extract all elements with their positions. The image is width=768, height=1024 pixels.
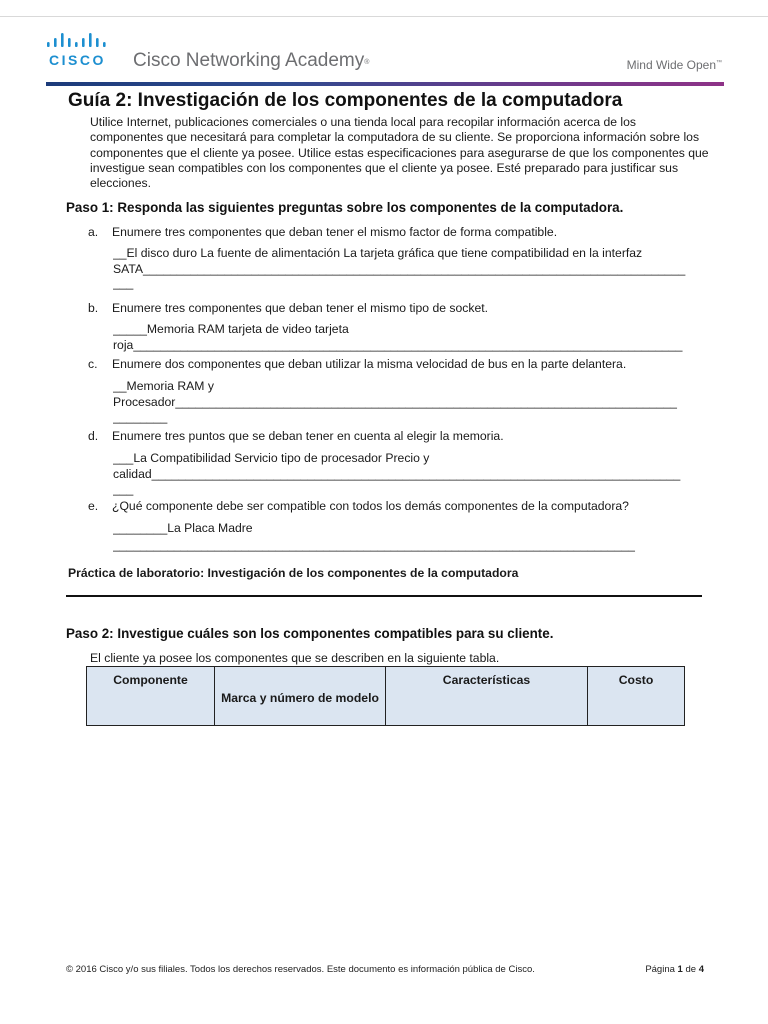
question-c: [88, 357, 708, 372]
answer-d-line-3: ___: [113, 482, 134, 496]
cisco-wordmark: CISCO: [49, 52, 106, 68]
tagline: [627, 56, 722, 72]
table-header-row: [87, 667, 685, 726]
step2-heading: Paso 2: Investigue cuáles son los componentes compatibles para su cliente.: [66, 626, 554, 641]
copyright-footer: © 2016 Cisco y/o sus filiales. Todos los derechos reservados. Este documento es información pública de Cisco.: [66, 964, 535, 975]
question-a: [88, 225, 708, 240]
header-marca-modelo: Marca y número de modelo: [215, 667, 386, 726]
question-letter: c.: [88, 357, 98, 371]
lab-title: Práctica de laboratorio: Investigación de los componentes de la computadora: [68, 566, 519, 580]
answer-e-line-1: ________La Placa Madre: [113, 521, 253, 535]
section-rule: [66, 595, 702, 597]
answer-a-line-3: ___: [113, 276, 134, 290]
page-sep: de: [685, 964, 697, 975]
question-letter: a.: [88, 225, 99, 239]
top-divider: [0, 16, 768, 17]
cisco-bars-icon: [46, 32, 116, 50]
page-total: 4: [698, 964, 704, 975]
page-number: [645, 964, 704, 976]
question-letter: e.: [88, 499, 99, 513]
answer-e-line-2: _____________________________________________________________________________: [113, 538, 635, 552]
question-text: Enumere tres componentes que deban tener el mismo factor de forma compatible.: [112, 225, 558, 239]
trademark-mark: ™: [716, 60, 722, 66]
question-text: ¿Qué componente debe ser compatible con todos los demás componentes de la computadora?: [112, 499, 629, 513]
components-table: [86, 666, 685, 726]
question-text: Enumere dos componentes que deban utilizar la misma velocidad de bus en la parte delantera.: [112, 357, 627, 371]
page-title: Guía 2: Investigación de los componentes de la computadora: [68, 90, 623, 111]
answer-c-line-2: Procesador__________________________________________________________________________: [113, 395, 677, 409]
table-intro: El cliente ya posee los componentes que se describen en la siguiente tabla.: [90, 651, 500, 665]
answer-a-line-2: SATA________________________________________________________________________________: [113, 262, 686, 276]
header-componente: Componente: [87, 667, 215, 726]
page-current: 1: [677, 964, 683, 975]
brand-name: [133, 50, 369, 72]
answer-c-line-3: ________: [113, 410, 168, 424]
answer-d-line-2: calidad______________________________________________________________________________: [113, 467, 681, 481]
question-letter: d.: [88, 429, 99, 443]
question-text: Enumere tres puntos que se deban tener en cuenta al elegir la memoria.: [112, 429, 504, 443]
tagline-text: Mind Wide Open: [626, 58, 716, 72]
intro-paragraph: Utilice Internet, publicaciones comerciales o una tienda local para recopilar información acerca de los componentes que necesitará para completar la computadora de su cliente. Se proporciona información sobre los componentes que el cliente ya posee. Utilice estas especificaciones para asegurarse de que los componentes que investigue sean compatibles con los componentes que el cliente ya posee. Esté preparado para justificar sus elecciones.: [90, 115, 709, 191]
question-text: Enumere tres componentes que deban tener el mismo tipo de socket.: [112, 301, 488, 315]
answer-c-line-1: __Memoria RAM y: [113, 379, 214, 393]
page-label: Página: [645, 964, 675, 975]
step1-heading: Paso 1: Responda las siguientes preguntas sobre los componentes de la computadora.: [66, 200, 624, 215]
question-e: [88, 499, 708, 514]
answer-b-line-2: roja_________________________________________________________________________________: [113, 338, 683, 352]
question-letter: b.: [88, 301, 99, 315]
header-caracteristicas: Características: [386, 667, 588, 726]
header-costo: Costo: [588, 667, 685, 726]
registered-mark: ®: [364, 59, 370, 66]
question-d: [88, 429, 708, 444]
answer-d-line-1: ___La Compatibilidad Servicio tipo de procesador Precio y: [113, 451, 430, 465]
answer-b-line-1: _____Memoria RAM tarjeta de video tarjeta: [113, 322, 349, 336]
answer-a-line-1: __El disco duro La fuente de alimentación La tarjeta gráfica que tiene compatibilidad en la interfaz: [113, 246, 643, 260]
header-gradient-bar: [46, 82, 724, 86]
question-b: [88, 301, 708, 316]
cisco-logo: [46, 32, 116, 66]
brand-text: Cisco Networking Academy: [133, 50, 365, 71]
